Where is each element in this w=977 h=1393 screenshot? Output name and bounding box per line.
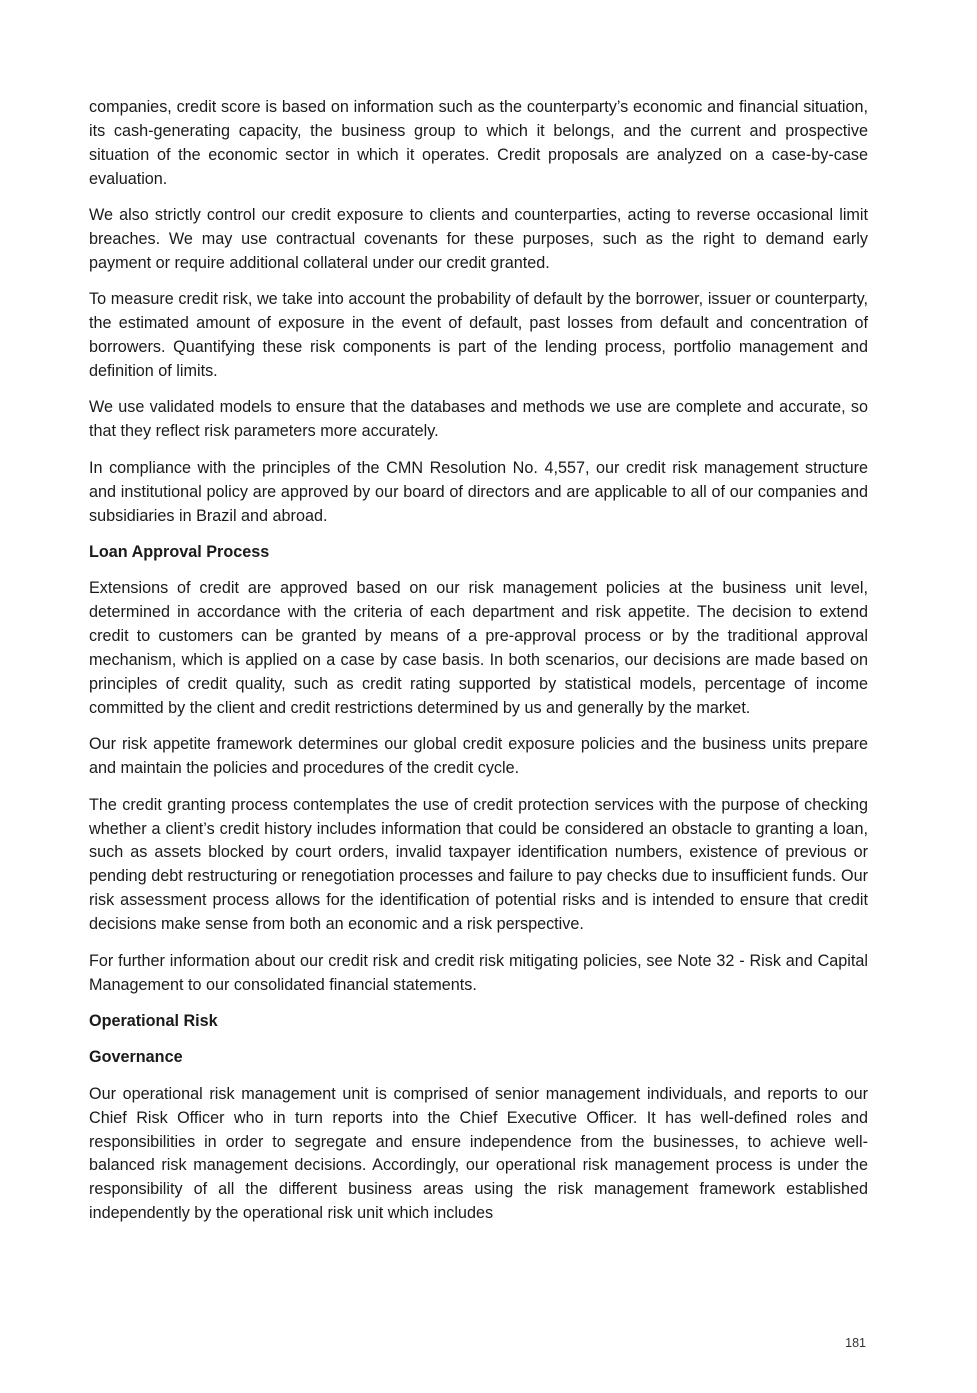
heading-governance: Governance [89,1048,183,1067]
page-number: 181 [845,1336,866,1350]
paragraph-further-information: For further information about our credit risk and credit risk mitigating policies, see Note 32 - Risk and Capital Management to our consolidated financial statements. [89,951,868,994]
paragraph-credit-score: companies, credit score is based on information such as the counterparty’s economic and financial situation, its cash-generating capacity, the business group to which it belongs, and the current and prospective situation of the economic sector in which it operates. Credit proposals are analyzed on a case-by-case evaluation. [89,98,868,188]
paragraph-credit-risk-measurement: To measure credit risk, we take into account the probability of default by the borrower, issuer or counterparty, the estimated amount of exposure in the event of default, past losses from default and concentration of borrowers. Quantifying these risk components is part of the lending process, portfolio management and definition of limits. [89,290,868,381]
heading-loan-approval-process: Loan Approval Process [89,543,270,561]
paragraph-operational-risk-unit: Our operational risk management unit is comprised of senior management individuals, and reports to our Chief Risk Officer who in turn reports into the Chief Executive Officer. It has well-defined roles and responsibilities in order to segregate and ensure independence from the businesses, to achieve well-balanced risk management decisions. Accordingly, our operational risk management process is under the responsibility of all the different business areas using the risk management framework established independently by the operational risk unit which includes [89,1084,868,1223]
paragraph-risk-appetite-framework: Our risk appetite framework determines our global credit exposure policies and the business units prepare and maintain the policies and procedures of the credit cycle. [89,735,868,778]
paragraph-credit-exposure-control: We also strictly control our credit exposure to clients and counterparties, acting to reverse occasional limit breaches. We may use contractual covenants for these purposes, such as the right to demand early payment or require additional collateral under our credit granted. [89,206,868,272]
heading-operational-risk: Operational Risk [89,1011,218,1030]
paragraph-credit-extensions: Extensions of credit are approved based on our risk management policies at the business unit level, determined in accordance with the criteria of each department and risk appetite. The decision to extend credit to customers can be granted by means of a pre-approval process or by the traditional approval mechanism, which is applied on a case by case basis. In both scenarios, our decisions are made based on principles of credit quality, such as credit rating supported by statistical models, percentage of income committed by the client and credit restrictions determined by us and generally by the market. [89,579,868,717]
paragraph-validated-models: We use validated models to ensure that the databases and methods we use are complete and accurate, so that they reflect risk parameters more accurately. [89,398,868,441]
paragraph-cmn-resolution: In compliance with the principles of the CMN Resolution No. 4,557, our credit risk management structure and institutional policy are approved by our board of directors and are applicable to all of our companies and subsidiaries in Brazil and abroad. [89,458,868,525]
document-body [89,96,868,1239]
paragraph-credit-granting-process: The credit granting process contemplates the use of credit protection services with the purpose of checking whether a client’s credit history includes information that could be considered an obstacle to granting a loan, such as assets blocked by court orders, invalid taxpayer identification numbers, existence of previous or pending debt restructuring or renegotiation processes and failure to pay checks due to insufficient funds. Our risk assessment process allows for the identification of potential risks and is intended to ensure that credit decisions make sense from both an economic and a risk perspective. [89,795,868,934]
